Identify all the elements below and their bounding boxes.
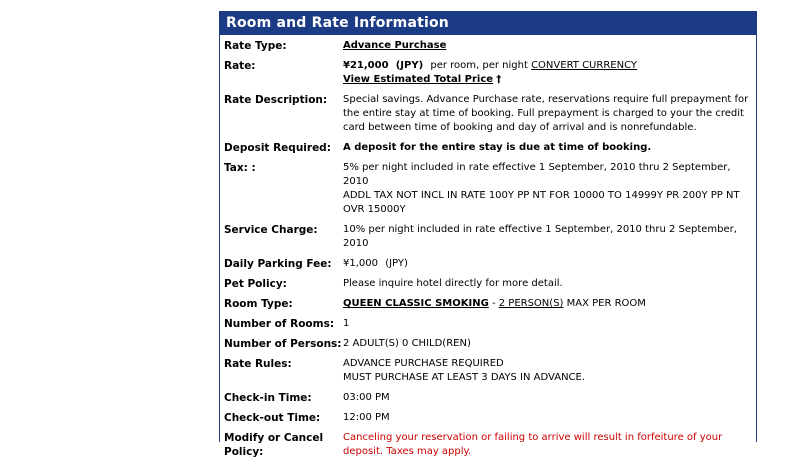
parking-amount: ¥1,000 — [343, 258, 378, 269]
room-rate-panel — [219, 11, 757, 458]
parking-currency: (JPY) — [385, 258, 408, 269]
persons-row — [220, 337, 756, 357]
checkin-value: 03:00 PM — [343, 392, 390, 403]
rate-rule-1: ADVANCE PURCHASE REQUIRED — [343, 358, 504, 369]
room-type-separator: - — [488, 298, 499, 309]
parking-label: Daily Parking Fee: — [224, 258, 332, 270]
rate-info-table — [220, 39, 756, 465]
tax-row — [220, 161, 756, 223]
rate-row — [220, 59, 756, 93]
persons-value: 2 ADULT(S) 0 CHILD(REN) — [343, 338, 471, 349]
deposit-text: A deposit for the entire stay is due at time of booking. — [343, 142, 652, 153]
rate-type-link[interactable]: Advance Purchase — [343, 40, 447, 51]
checkin-row — [220, 391, 756, 411]
checkout-value: 12:00 PM — [343, 412, 390, 423]
rate-rule-2: MUST PURCHASE AT LEAST 3 DAYS IN ADVANCE. — [343, 372, 586, 383]
pet-policy-row — [220, 277, 756, 297]
rate-amount: ¥21,000 — [343, 60, 389, 71]
checkin-label: Check-in Time: — [224, 392, 312, 404]
rooms-value: 1 — [343, 318, 350, 329]
service-charge-label: Service Charge: — [224, 224, 318, 236]
dagger-mark: † — [496, 74, 502, 85]
service-charge-text: 10% per night included in rate effective 1 September, 2010 thru 2 September, 2010 — [343, 224, 737, 249]
convert-currency-link[interactable]: CONVERT CURRENCY — [531, 60, 637, 71]
pet-policy-label: Pet Policy: — [224, 278, 287, 290]
rate-type-row — [220, 39, 756, 59]
service-charge-row — [220, 223, 756, 257]
deposit-row — [220, 141, 756, 161]
tax-line-2: ADDL TAX NOT INCL IN RATE 100Y PP NT FOR 10000 TO 14999Y PR 200Y PP NT OVR 15000Y — [343, 190, 740, 215]
checkout-label: Check-out Time: — [224, 412, 321, 424]
max-per-room-text: MAX PER ROOM — [563, 298, 646, 309]
rate-type-label: Rate Type: — [224, 40, 287, 52]
rate-unit: per room, per night — [430, 60, 528, 71]
checkout-row — [220, 411, 756, 431]
room-type-row — [220, 297, 756, 317]
parking-row — [220, 257, 756, 277]
cancel-policy-row — [220, 431, 756, 465]
tax-line-1: 5% per night included in rate effective 1 September, 2010 thru 2 September, 2010 — [343, 162, 731, 187]
rate-currency: (JPY) — [395, 60, 424, 71]
room-type-label: Room Type: — [224, 298, 293, 310]
deposit-label: Deposit Required: — [224, 142, 331, 154]
view-total-price-link[interactable]: View Estimated Total Price — [343, 74, 494, 85]
room-type-link[interactable]: QUEEN CLASSIC SMOKING — [343, 298, 489, 309]
rooms-label: Number of Rooms: — [224, 318, 335, 330]
rate-rules-row — [220, 357, 756, 391]
rate-description-row — [220, 93, 756, 141]
rooms-row — [220, 317, 756, 337]
rate-description-label: Rate Description: — [224, 94, 328, 106]
rate-rules-label: Rate Rules: — [224, 358, 292, 370]
rate-description-text: Special savings. Advance Purchase rate, reservations require full prepayment for the entire stay at time of booking. Full prepayment is charged to your the credit card between time of booking and day of arrival and is nonrefundable. — [343, 94, 749, 133]
cancel-policy-text: Canceling your reservation or failing to arrive will result in forfeiture of your deposit. Taxes may apply. — [343, 432, 723, 457]
rate-label: Rate: — [224, 60, 256, 72]
panel-title: Room and Rate Information — [220, 12, 756, 35]
pet-policy-text: Please inquire hotel directly for more detail. — [343, 278, 563, 289]
cancel-policy-label: Modify or Cancel Policy: — [224, 432, 324, 458]
persons-link[interactable]: 2 PERSON(S) — [498, 298, 564, 309]
persons-label: Number of Persons: — [224, 338, 342, 350]
tax-label: Tax: : — [224, 162, 256, 174]
